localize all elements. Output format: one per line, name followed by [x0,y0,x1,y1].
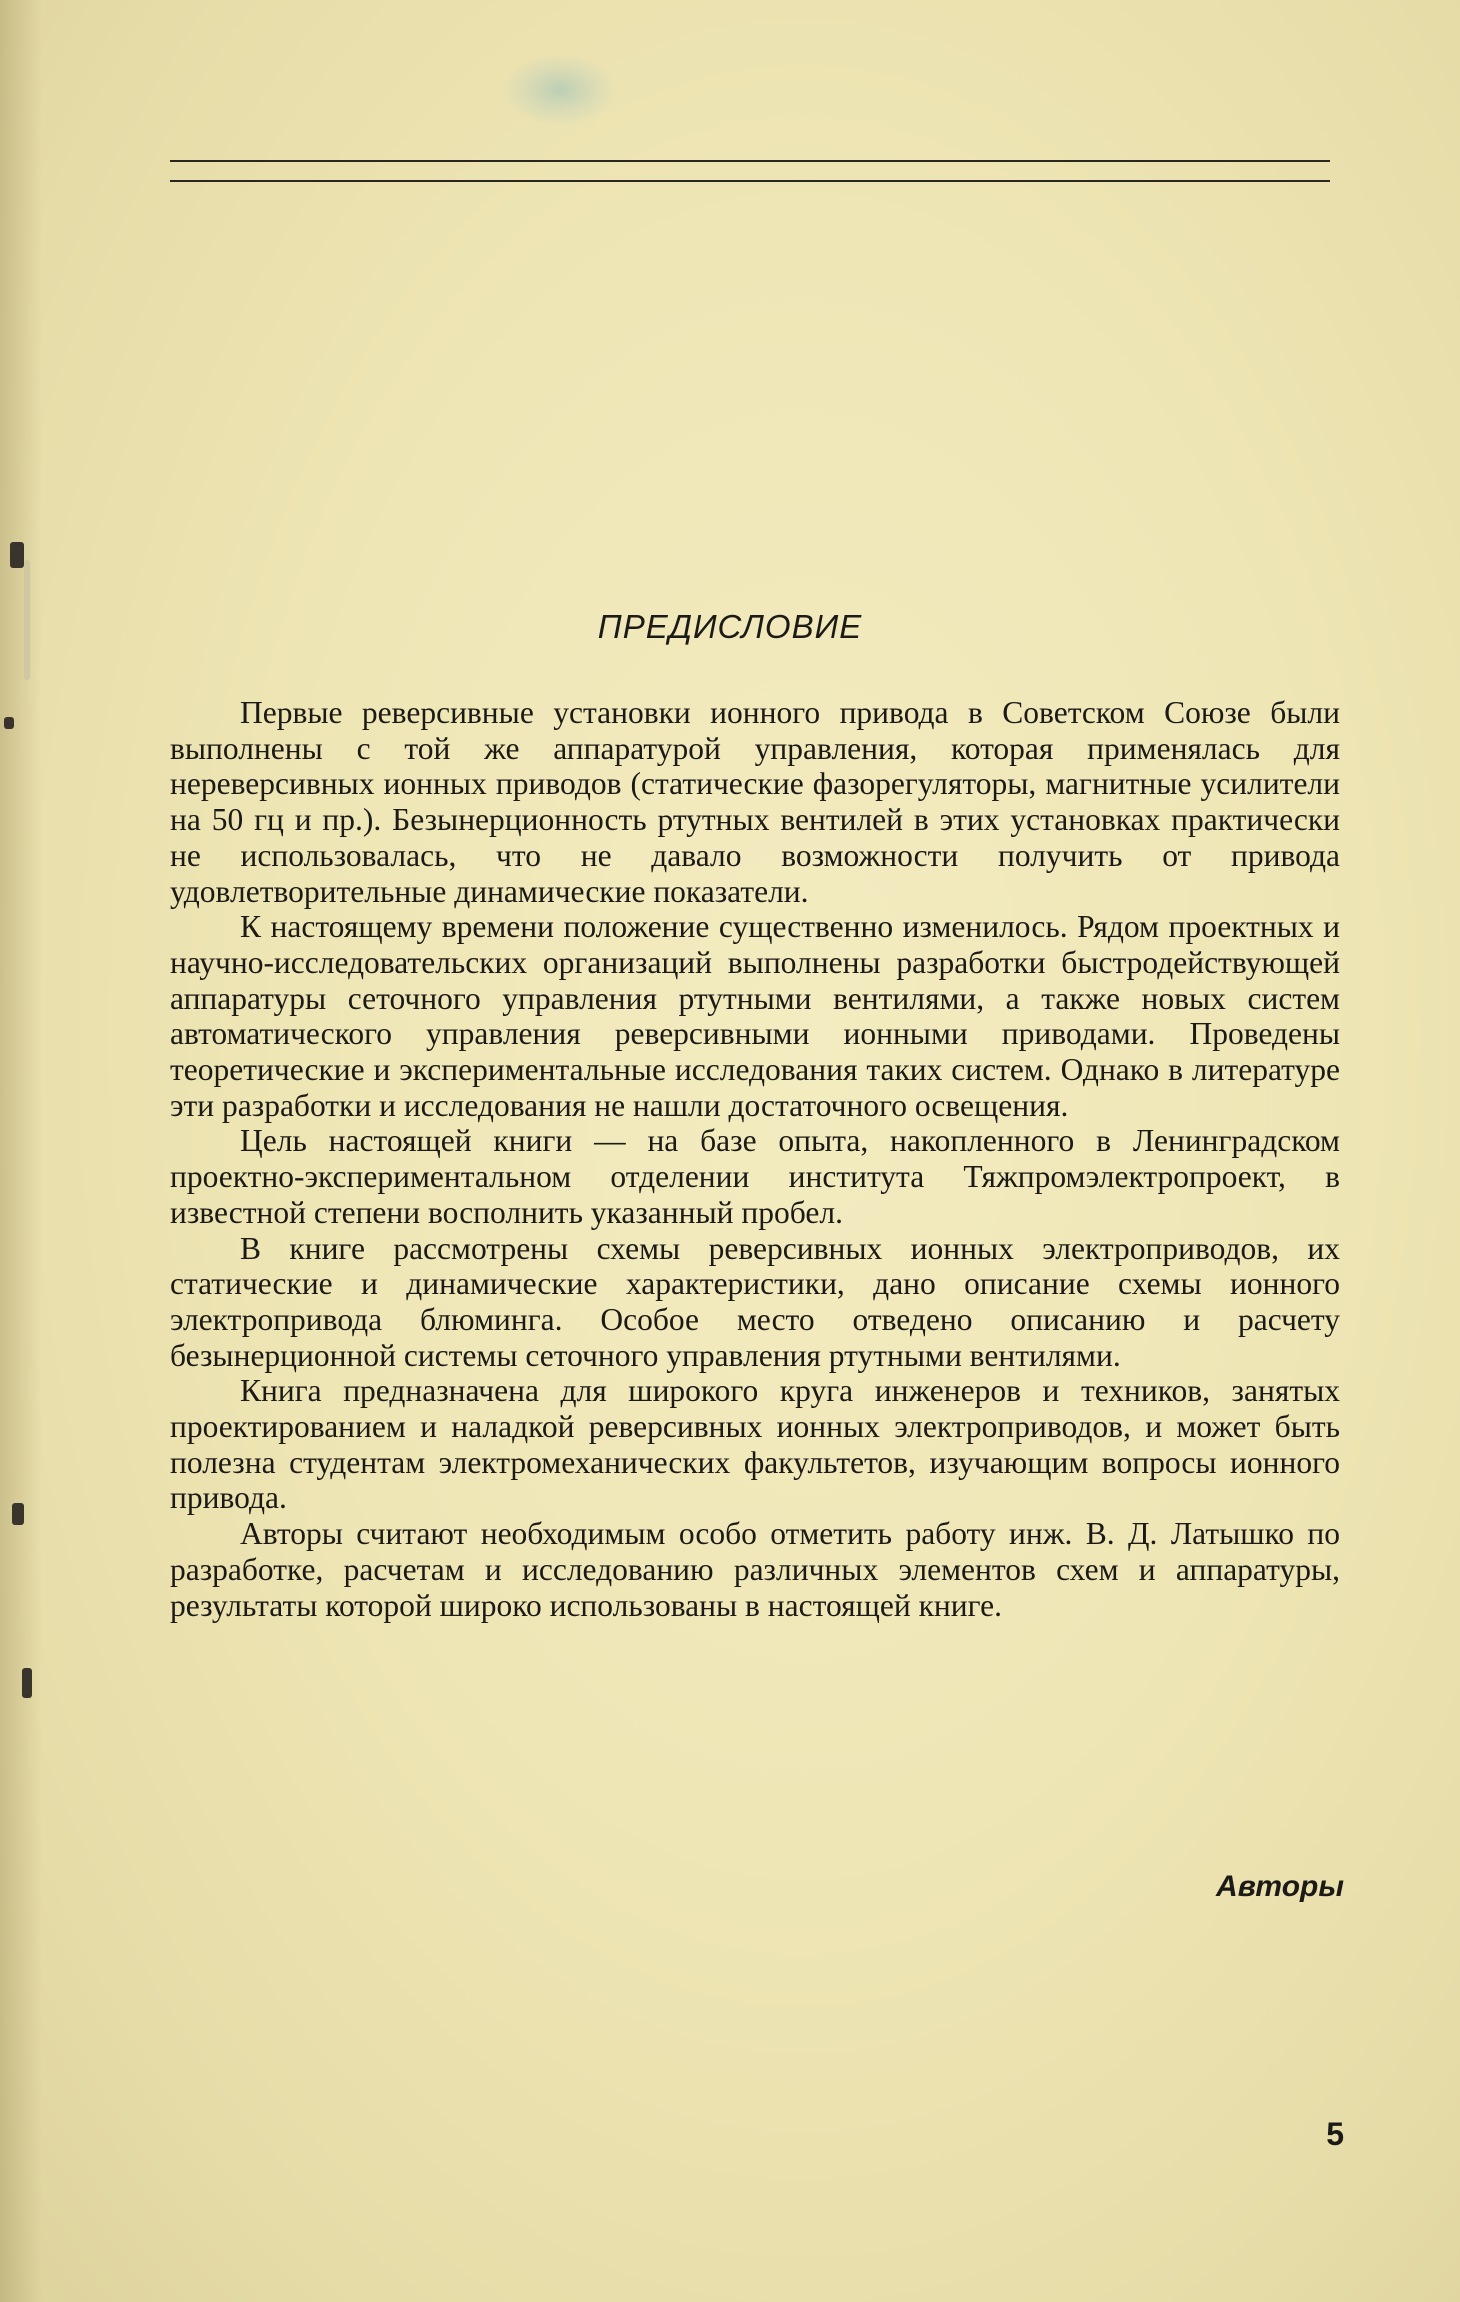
page-title: ПРЕДИСЛОВИЕ [597,608,863,645]
header-rule-bottom [170,180,1330,182]
margin-mark [22,1668,32,1698]
paper-stain [505,55,615,125]
paragraph: К настоящему времени положение существенно изменилось. Рядом проектных и научно-исследовательских организаций выполнены разработки быстродействующей аппаратуры сеточного управления ртутными вентилями, а также новых систем автоматического управления реверсивными ионными приводами. Проведены теоретические и экспериментальные исследования таких систем. Однако в литературе эти разработки и исследования не нашли достаточного освещения. [170,909,1340,1123]
signature: Авторы [1216,1870,1344,1903]
paragraph: Первые реверсивные установки ионного привода в Советском Союзе были выполнены с той же аппаратурой управления, которая применялась для нереверсивных ионных приводов (статические фазорегуляторы, магнитные усилители на 50 гц и пр.). Безынерционность ртутных вентилей в этих установках практически не использовалась, что не давало возможности получить от привода удовлетворительные динамические показатели. [170,695,1340,909]
margin-mark [4,717,14,729]
page-number: 5 [1326,2116,1344,2152]
header-rule-top [170,160,1330,162]
binding-edge-shadow [0,0,42,2302]
paragraph: Книга предназначена для широкого круга инженеров и техников, занятых проектированием и наладкой реверсивных ионных электроприводов, и может быть полезна студентам электромеханических факультетов, изучающим вопросы ионного привода. [170,1373,1340,1516]
body-text [170,695,1340,1623]
margin-mark [10,542,24,568]
paragraph: В книге рассмотрены схемы реверсивных ионных электроприводов, их статические и динамические характеристики, дано описание схемы ионного электропривода блюминга. Особое место отведено описанию и расчету безынерционной системы сеточного управления ртутными вентилями. [170,1230,1340,1373]
margin-mark [12,1503,24,1525]
paragraph: Цель настоящей книги — на базе опыта, накопленного в Ленинградском проектно-экспериментальном отделении института Тяжпромэлектропроект, в известной степени восполнить указанный пробел. [170,1123,1340,1230]
paragraph: Авторы считают необходимым особо отметить работу инж. В. Д. Латышко по разработке, расчетам и исследованию различных элементов схем и аппаратуры, результаты которой широко использованы в настоящей книге. [170,1516,1340,1623]
